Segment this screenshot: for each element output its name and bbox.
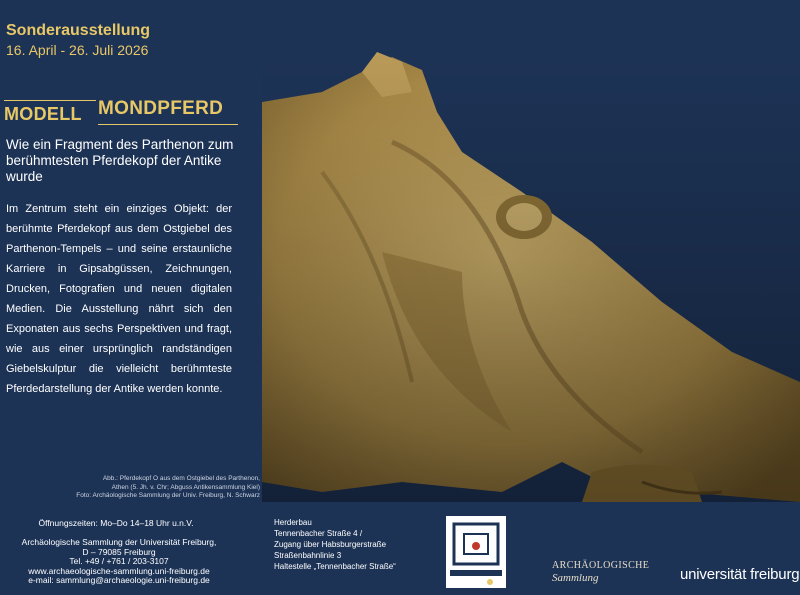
location-line: Haltestelle „Tennenbacher Straße“ (274, 562, 396, 571)
caption-line: Athen (5. Jh. v. Chr; Abguss Antikensammlung Kiel) (111, 483, 260, 491)
address-line: Archäologische Sammlung der Universität Freiburg, (21, 537, 217, 547)
location-map (444, 514, 508, 590)
exhibition-dates: 16. April - 26. Juli 2026 (6, 42, 149, 58)
opening-hours: Öffnungszeiten: Mo–Do 14–18 Uhr u.n.V. (38, 518, 194, 528)
phone: Tel. +49 / +761 / 203-3107 (69, 556, 169, 566)
location-line: Zugang über Habsburgerstraße (274, 540, 387, 549)
title-word-modell: MODELL (4, 104, 82, 124)
website-link[interactable]: www.archaeologische-sammlung.uni-freiburg.de (28, 565, 210, 576)
subtitle: Wie ein Fragment des Parthenon zum berühmtesten Pferdekopf der Antike wurde (6, 137, 234, 184)
location-line: Herderbau (274, 518, 312, 527)
location-line: Straßenbahnlinie 3 (274, 551, 342, 560)
logo-arch-line1: ARCHÄOLOGISCHE (552, 560, 650, 571)
university-logo: universität freiburg (680, 566, 800, 583)
exhibition-title (4, 96, 244, 126)
horse-head-photo (262, 52, 800, 502)
caption-line: Foto: Archäologische Sammlung der Univ. Freiburg, N. Schwarz (76, 492, 260, 499)
location-line: Tennenbacher Straße 4 / (274, 529, 363, 538)
email-link[interactable]: e-mail: sammlung@archaeologie.uni-freiburg.de (28, 575, 210, 585)
title-rule-top (4, 100, 96, 101)
intro-text: Im Zentrum steht ein einziges Objekt: der berühmte Pferdekopf aus dem Ostgiebel des Parthenon-Tempels – und seine erstaunliche Karriere in Gipsabgüssen, Zeichnungen, Drucken, Fotografien und neuen digitalen Medien. Die Ausstellung nährt sich den Exponaten aus sechs Perspektiven und fragt, wie aus einer ursprünglich randständigen Giebelskulptur die vielleicht berühmteste Pferdedarstellung der Antike werden konnte. (6, 203, 232, 395)
address-block (6, 538, 232, 586)
logo-arch-line2: Sammlung (552, 572, 599, 584)
address-line: D – 79085 Freiburg (82, 546, 156, 557)
caption-line: Abb.: Pferdekopf O aus dem Ostgiebel des Parthenon, (102, 475, 260, 482)
image-caption (6, 475, 260, 501)
title-rule-bottom (98, 124, 238, 125)
archaeology-collection-logo (552, 560, 649, 584)
location-info (274, 517, 396, 572)
exhibition-label: Sonderausstellung (6, 22, 151, 39)
title-word-mondpferd: MONDPFERD (98, 98, 224, 119)
